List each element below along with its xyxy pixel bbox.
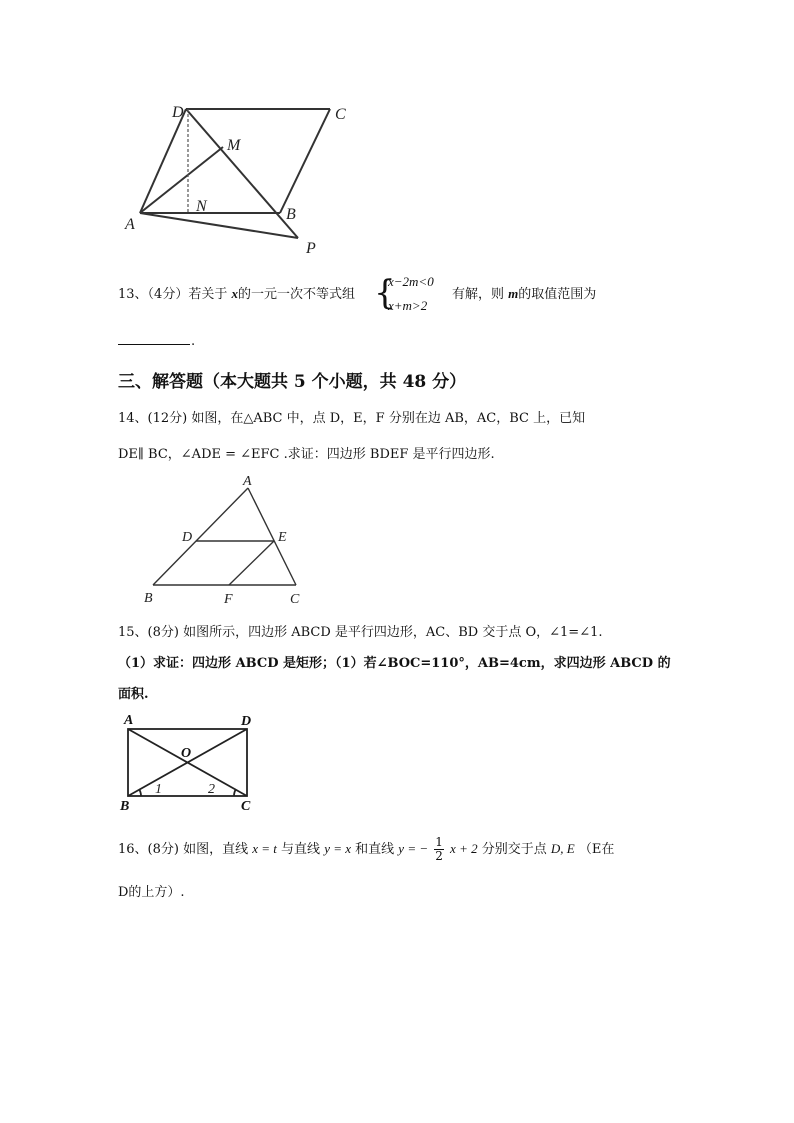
rect-label-B: B bbox=[120, 799, 130, 814]
q16-eq3-lhs: y = − bbox=[398, 841, 429, 856]
q16-fraction bbox=[434, 836, 444, 863]
label-N: N bbox=[196, 198, 207, 215]
q13-inequality-1: x−2m<0 bbox=[388, 274, 434, 289]
q14-line1: 14、(12分) 如图，在△ABC 中，点 D，E，F 分别在边 AB，AC，BC 上，已知 bbox=[118, 411, 586, 426]
q16-points: D, E bbox=[550, 841, 575, 856]
q13-suffix-text: 有解，则 bbox=[452, 287, 505, 302]
q16-prefix: 16、(8分) 如图，直线 bbox=[118, 842, 249, 857]
q15-line1: 15、(8分) 如图所示，四边形 ABCD 是平行四边形，AC、BD 交于点 O，∠1=∠1. bbox=[118, 625, 603, 640]
q13-var-x: x bbox=[231, 286, 238, 301]
q13-var-m: m bbox=[508, 286, 519, 301]
label-B: B bbox=[286, 206, 296, 223]
q13-mid-text: 的一元一次不等式组 bbox=[237, 287, 355, 302]
q13-prefix-text: 13、（4分）若关于 bbox=[118, 287, 228, 302]
q16-line1 bbox=[118, 836, 614, 863]
q14-line2: DE∥ BC，∠ADE = ∠EFC .求证：四边形 BDEF 是平行四边形. bbox=[118, 447, 495, 462]
q13-inequality-2: x+m>2 bbox=[388, 298, 428, 313]
q13-period: . bbox=[191, 334, 196, 349]
q16-mid1: 与直线 bbox=[281, 842, 321, 857]
rect-label-A: A bbox=[124, 713, 134, 728]
q16-eq2: y = x bbox=[324, 841, 351, 856]
q15-line3: 面积. bbox=[118, 687, 149, 702]
q16-eq1: x = t bbox=[252, 841, 277, 856]
q16-frac-den: 2 bbox=[435, 849, 443, 863]
q16-mid2: 和直线 bbox=[355, 842, 395, 857]
rect-label-D: D bbox=[241, 714, 252, 729]
q16-line2: D的上方）. bbox=[118, 885, 185, 900]
q16-eq3-rhs: x + 2 bbox=[450, 841, 478, 856]
figure-rectangle-abcd bbox=[115, 710, 265, 815]
q13-tail-text: 的取值范围为 bbox=[518, 287, 597, 302]
rect-label-O: O bbox=[181, 746, 192, 761]
system-brace: { bbox=[374, 273, 396, 313]
label-D: D bbox=[172, 104, 184, 121]
tri-label-D: D bbox=[182, 530, 193, 545]
rect-label-C: C bbox=[241, 799, 251, 814]
tri-label-F: F bbox=[224, 592, 233, 607]
tri-label-B: B bbox=[144, 591, 153, 606]
q13-suffix bbox=[452, 285, 596, 304]
q16-paren: （E在 bbox=[578, 842, 615, 857]
tri-label-C: C bbox=[290, 592, 300, 607]
tri-label-E: E bbox=[278, 530, 287, 545]
q13-prefix bbox=[118, 285, 355, 304]
label-M: M bbox=[227, 137, 241, 154]
q16-frac-num: 1 bbox=[435, 835, 443, 849]
figure-triangle-abc bbox=[138, 474, 318, 609]
tri-label-A: A bbox=[243, 474, 252, 489]
q15-line2: （1）求证：四边形 ABCD 是矩形；（1）若∠BOC=110°，AB=4cm，求四边形 ABCD 的 bbox=[118, 656, 671, 671]
section-heading: 三、解答题（本大题共 5 个小题，共 48 分） bbox=[118, 372, 467, 392]
figure-parallelogram-dmnabp bbox=[120, 95, 360, 260]
answer-blank bbox=[118, 344, 190, 345]
label-P: P bbox=[306, 240, 316, 257]
q16-mid3: 分别交于点 bbox=[481, 842, 547, 857]
angle-label-2: 2 bbox=[208, 782, 215, 797]
label-A: A bbox=[125, 216, 135, 233]
angle-label-1: 1 bbox=[155, 782, 162, 797]
label-C: C bbox=[335, 106, 346, 123]
